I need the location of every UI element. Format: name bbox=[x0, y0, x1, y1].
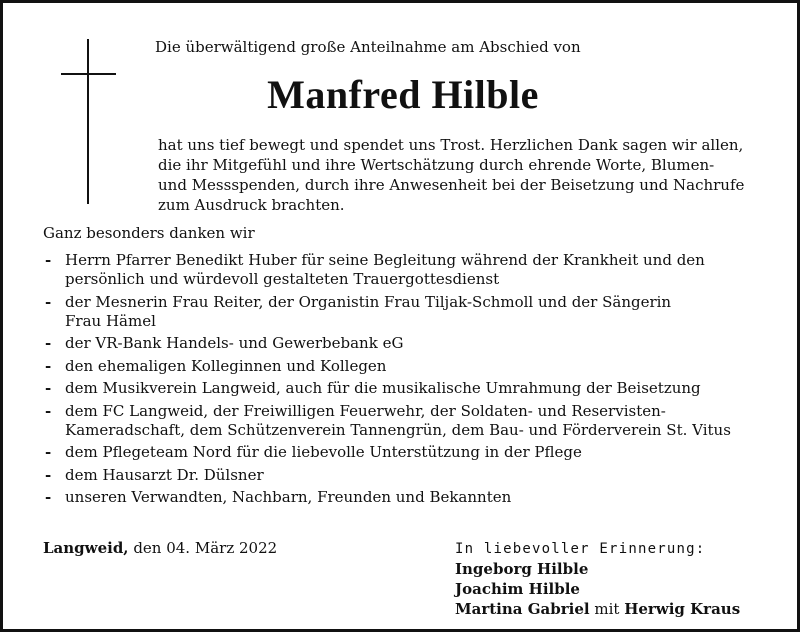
dash-bullet: - bbox=[45, 443, 52, 461]
signer-name: Ingeborg Hilble bbox=[455, 560, 589, 578]
thanks-item bbox=[43, 466, 773, 485]
paragraph-line: hat uns tief bewegt und spendet uns Trost. Herzlichen Dank sagen wir allen, bbox=[158, 136, 744, 154]
thanks-item-line: dem FC Langweid, der Freiwilligen Feuerwehr, der Soldaten- und Reservisten- bbox=[65, 401, 666, 420]
thanks-item bbox=[43, 251, 773, 289]
signer bbox=[455, 579, 740, 599]
cross-icon bbox=[87, 39, 89, 204]
thanks-item-line: den ehemaligen Kolleginnen und Kollegen bbox=[65, 356, 387, 375]
thanks-item-line: Kameradschaft, dem Schützenverein Tannengrün, dem Bau- und Förderverein St. Vitus bbox=[65, 420, 731, 439]
place: Langweid, bbox=[43, 539, 129, 557]
dash-bullet: - bbox=[45, 334, 52, 352]
thanks-item bbox=[43, 379, 773, 398]
thanks-item-line: dem Musikverein Langweid, auch für die musikalische Umrahmung der Beisetzung bbox=[65, 379, 701, 397]
thanks-item-line: Frau Hämel bbox=[65, 311, 156, 330]
thanks-paragraph bbox=[158, 135, 758, 215]
deceased-name: Manfred Hilble bbox=[267, 72, 539, 117]
thanks-item bbox=[43, 402, 773, 440]
dash-bullet: - bbox=[45, 251, 52, 269]
dash-bullet: - bbox=[45, 379, 52, 397]
thanks-item-line: dem Hausarzt Dr. Dülsner bbox=[65, 465, 264, 484]
thanks-item bbox=[43, 293, 773, 331]
signer-connector: mit bbox=[594, 600, 620, 618]
signer-name: Martina Gabriel bbox=[455, 600, 590, 618]
signer bbox=[455, 599, 740, 619]
thanks-item-line: unseren Verwandten, Nachbarn, Freunden und Bekannten bbox=[65, 488, 512, 506]
thanks-item bbox=[43, 488, 773, 507]
thanks-item-line: dem Pflegeteam Nord für die liebevolle Unterstützung in der Pflege bbox=[65, 443, 582, 461]
thanks-heading: Ganz besonders danken wir bbox=[43, 224, 255, 242]
signer-name: Herwig Kraus bbox=[624, 600, 741, 618]
thanks-item bbox=[43, 334, 773, 353]
dash-bullet: - bbox=[45, 292, 52, 311]
intro-text: Die überwältigend große Anteilnahme am Abschied von bbox=[155, 38, 581, 56]
dash-bullet: - bbox=[45, 356, 52, 375]
dash-bullet: - bbox=[45, 488, 52, 506]
date: den 04. März 2022 bbox=[133, 539, 278, 557]
signer bbox=[455, 559, 740, 579]
thanks-item-line: persönlich und würdevoll gestalteten Trauergottesdienst bbox=[65, 270, 500, 288]
thanks-item bbox=[43, 357, 773, 376]
thanks-item-line: der VR-Bank Handels- und Gewerbebank eG bbox=[65, 334, 404, 352]
dash-bullet: - bbox=[45, 465, 52, 484]
thanks-item-line: Herrn Pfarrer Benedikt Huber für seine Begleitung während der Krankheit und den bbox=[65, 251, 705, 269]
paragraph-line: die ihr Mitgefühl und ihre Wertschätzung durch ehrende Worte, Blumen- bbox=[158, 156, 715, 174]
memory-heading: In liebevoller Erinnerung: bbox=[455, 541, 706, 557]
signature-block bbox=[455, 539, 740, 619]
dash-bullet: - bbox=[45, 401, 52, 420]
paragraph-line: zum Ausdruck brachten. bbox=[158, 196, 345, 214]
paragraph-line: und Messspenden, durch ihre Anwesenheit bei der Beisetzung und Nachrufe bbox=[158, 176, 745, 194]
thanks-list bbox=[43, 251, 773, 511]
signer-name: Joachim Hilble bbox=[455, 580, 580, 598]
thanks-item-line: der Mesnerin Frau Reiter, der Organistin Frau Tiljak-Schmoll und der Sängerin bbox=[65, 292, 672, 311]
thanks-item bbox=[43, 443, 773, 462]
place-date bbox=[43, 539, 277, 557]
